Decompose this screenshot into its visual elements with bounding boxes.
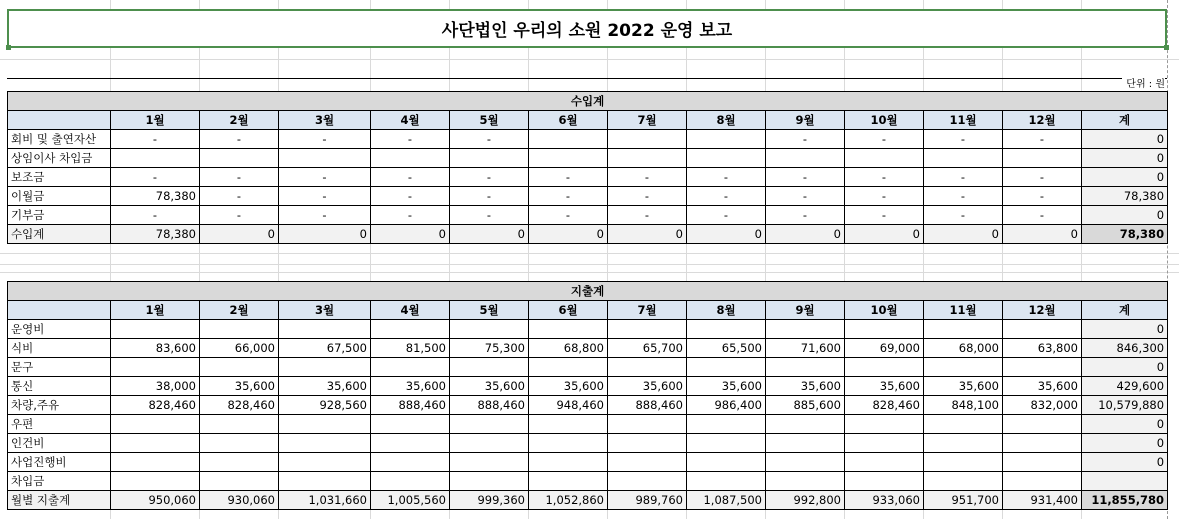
data-cell[interactable] <box>279 358 371 377</box>
data-cell[interactable] <box>279 453 371 472</box>
month-header[interactable]: 12월 <box>1003 111 1082 130</box>
data-cell[interactable]: - <box>1003 187 1082 206</box>
table-row <box>8 415 1168 434</box>
month-header[interactable]: 2월 <box>200 111 279 130</box>
month-header[interactable]: 8월 <box>687 301 766 320</box>
data-cell[interactable] <box>111 434 200 453</box>
data-cell[interactable]: - <box>529 206 608 225</box>
data-cell[interactable] <box>279 149 371 168</box>
row-total-cell[interactable]: 429,600 <box>1082 377 1168 396</box>
month-header[interactable]: 5월 <box>450 111 529 130</box>
data-cell[interactable]: - <box>111 206 200 225</box>
month-header[interactable]: 10월 <box>845 301 924 320</box>
total-header[interactable]: 계 <box>1082 301 1168 320</box>
report-title: 사단법인 우리의 소원 2022 운영 보고 <box>441 21 733 41</box>
data-cell[interactable]: 35,600 <box>279 377 371 396</box>
expense-sum-row <box>8 491 1168 510</box>
table-row <box>8 130 1168 149</box>
data-cell[interactable]: - <box>200 168 279 187</box>
row-total-cell[interactable]: 0 <box>1082 358 1168 377</box>
income-section-title[interactable]: 수입계 <box>8 92 1168 111</box>
row-label[interactable]: 우편 <box>8 415 111 434</box>
row-label[interactable]: 상임이사 차입금 <box>8 149 111 168</box>
data-cell[interactable]: - <box>845 130 924 149</box>
data-cell[interactable]: - <box>687 206 766 225</box>
data-cell[interactable]: 35,600 <box>766 377 845 396</box>
sum-cell[interactable]: 1,005,560 <box>371 491 450 510</box>
table-row <box>8 339 1168 358</box>
data-cell[interactable] <box>279 415 371 434</box>
row-total-cell[interactable]: 78,380 <box>1082 187 1168 206</box>
sum-cell[interactable]: 950,060 <box>111 491 200 510</box>
data-cell[interactable]: - <box>279 206 371 225</box>
row-label[interactable]: 차입금 <box>8 472 111 491</box>
month-header[interactable]: 1월 <box>111 301 200 320</box>
unit-label: 단위 : 원 <box>1122 78 1165 92</box>
row-label[interactable]: 식비 <box>8 339 111 358</box>
row-total-cell[interactable]: 846,300 <box>1082 339 1168 358</box>
sum-cell[interactable]: 1,087,500 <box>687 491 766 510</box>
data-cell[interactable] <box>1003 320 1082 339</box>
table-row <box>8 320 1168 339</box>
data-cell[interactable] <box>111 149 200 168</box>
data-cell[interactable]: - <box>608 187 687 206</box>
table-row <box>8 358 1168 377</box>
row-total-cell[interactable]: 0 <box>1082 149 1168 168</box>
data-cell[interactable]: 888,460 <box>371 396 450 415</box>
data-cell[interactable] <box>766 320 845 339</box>
data-cell[interactable]: 35,600 <box>687 377 766 396</box>
table-row <box>8 396 1168 415</box>
data-cell[interactable]: - <box>924 187 1003 206</box>
data-cell[interactable] <box>766 434 845 453</box>
data-cell[interactable] <box>608 453 687 472</box>
data-cell[interactable] <box>766 149 845 168</box>
data-cell[interactable] <box>371 472 450 491</box>
data-cell[interactable]: 35,600 <box>450 377 529 396</box>
sum-cell[interactable]: 933,060 <box>845 491 924 510</box>
data-cell[interactable]: - <box>111 168 200 187</box>
data-cell[interactable]: 948,460 <box>529 396 608 415</box>
sum-cell[interactable]: 78,380 <box>111 225 200 244</box>
row-total-cell[interactable] <box>1082 472 1168 491</box>
row-label[interactable]: 이월금 <box>8 187 111 206</box>
data-cell[interactable] <box>279 472 371 491</box>
total-header[interactable]: 계 <box>1082 111 1168 130</box>
data-cell[interactable] <box>529 415 608 434</box>
table-row <box>8 206 1168 225</box>
data-cell[interactable] <box>200 434 279 453</box>
data-cell[interactable] <box>845 149 924 168</box>
sum-cell[interactable]: 931,400 <box>1003 491 1082 510</box>
data-cell[interactable] <box>450 149 529 168</box>
data-cell[interactable] <box>687 320 766 339</box>
sum-cell[interactable]: 0 <box>845 225 924 244</box>
data-cell[interactable] <box>1003 472 1082 491</box>
expense-section-header <box>8 282 1168 301</box>
data-cell[interactable] <box>111 472 200 491</box>
data-cell[interactable] <box>845 415 924 434</box>
report-title-cell[interactable] <box>7 9 1167 48</box>
data-cell[interactable] <box>608 149 687 168</box>
data-cell[interactable] <box>200 472 279 491</box>
data-cell[interactable] <box>845 453 924 472</box>
sum-cell[interactable]: 951,700 <box>924 491 1003 510</box>
grand-total-cell[interactable]: 78,380 <box>1082 225 1168 244</box>
data-cell[interactable] <box>1003 149 1082 168</box>
data-cell[interactable]: - <box>371 130 450 149</box>
data-cell[interactable]: - <box>450 187 529 206</box>
data-cell[interactable] <box>450 320 529 339</box>
month-header[interactable]: 2월 <box>200 301 279 320</box>
table-row <box>8 453 1168 472</box>
sum-label[interactable]: 수입계 <box>8 225 111 244</box>
data-cell[interactable]: - <box>687 187 766 206</box>
row-total-cell[interactable]: 10,579,880 <box>1082 396 1168 415</box>
sum-cell[interactable]: 1,031,660 <box>279 491 371 510</box>
sum-label[interactable]: 월별 지출계 <box>8 491 111 510</box>
sum-cell[interactable]: 0 <box>200 225 279 244</box>
corner-cell[interactable] <box>8 111 111 130</box>
data-cell[interactable] <box>200 415 279 434</box>
data-cell[interactable]: 832,000 <box>1003 396 1082 415</box>
data-cell[interactable]: - <box>766 130 845 149</box>
table-row <box>8 149 1168 168</box>
month-header[interactable]: 11월 <box>924 111 1003 130</box>
row-total-cell[interactable]: 0 <box>1082 206 1168 225</box>
row-label[interactable]: 기부금 <box>8 206 111 225</box>
data-cell[interactable] <box>450 358 529 377</box>
data-cell[interactable]: - <box>924 130 1003 149</box>
month-header[interactable]: 7월 <box>608 301 687 320</box>
row-label[interactable]: 사업진행비 <box>8 453 111 472</box>
data-cell[interactable]: 68,000 <box>924 339 1003 358</box>
data-cell[interactable]: - <box>371 187 450 206</box>
grand-total-cell[interactable]: 11,855,780 <box>1082 491 1168 510</box>
sum-cell[interactable]: 930,060 <box>200 491 279 510</box>
sum-cell[interactable]: 0 <box>450 225 529 244</box>
data-cell[interactable]: 828,460 <box>845 396 924 415</box>
data-cell[interactable]: - <box>371 168 450 187</box>
data-cell[interactable]: 888,460 <box>608 396 687 415</box>
data-cell[interactable]: - <box>845 206 924 225</box>
data-cell[interactable] <box>766 453 845 472</box>
income-section-header <box>8 92 1168 111</box>
data-cell[interactable] <box>371 149 450 168</box>
data-cell[interactable]: 65,700 <box>608 339 687 358</box>
data-cell[interactable] <box>450 453 529 472</box>
data-cell[interactable] <box>371 453 450 472</box>
data-cell[interactable]: 885,600 <box>766 396 845 415</box>
data-cell[interactable] <box>200 320 279 339</box>
data-cell[interactable]: - <box>766 206 845 225</box>
row-total-cell[interactable]: 0 <box>1082 415 1168 434</box>
data-cell[interactable] <box>529 320 608 339</box>
data-cell[interactable] <box>766 472 845 491</box>
data-cell[interactable]: - <box>924 168 1003 187</box>
data-cell[interactable] <box>371 434 450 453</box>
data-cell[interactable] <box>766 415 845 434</box>
data-cell[interactable]: - <box>279 168 371 187</box>
data-cell[interactable]: - <box>1003 130 1082 149</box>
data-cell[interactable]: 69,000 <box>845 339 924 358</box>
data-cell[interactable]: 71,600 <box>766 339 845 358</box>
data-cell[interactable]: 81,500 <box>371 339 450 358</box>
title-underline <box>7 78 1167 79</box>
data-cell[interactable] <box>529 453 608 472</box>
row-label[interactable]: 운영비 <box>8 320 111 339</box>
data-cell[interactable] <box>200 358 279 377</box>
sum-cell[interactable]: 0 <box>924 225 1003 244</box>
data-cell[interactable]: 35,600 <box>200 377 279 396</box>
data-cell[interactable] <box>845 434 924 453</box>
expense-month-header-row <box>8 301 1168 320</box>
data-cell[interactable] <box>924 149 1003 168</box>
month-header[interactable]: 4월 <box>371 301 450 320</box>
data-cell[interactable]: - <box>450 130 529 149</box>
data-cell[interactable] <box>450 434 529 453</box>
data-cell[interactable] <box>111 358 200 377</box>
data-cell[interactable] <box>608 434 687 453</box>
data-cell[interactable] <box>687 472 766 491</box>
data-cell[interactable] <box>279 320 371 339</box>
corner-cell[interactable] <box>8 301 111 320</box>
data-cell[interactable] <box>200 149 279 168</box>
data-cell[interactable] <box>687 358 766 377</box>
month-header[interactable]: 3월 <box>279 111 371 130</box>
sum-cell[interactable]: 0 <box>687 225 766 244</box>
data-cell[interactable]: - <box>608 206 687 225</box>
data-cell[interactable]: 83,600 <box>111 339 200 358</box>
data-cell[interactable] <box>529 434 608 453</box>
data-cell[interactable]: - <box>371 206 450 225</box>
data-cell[interactable]: - <box>766 168 845 187</box>
data-cell[interactable] <box>924 415 1003 434</box>
month-header[interactable]: 6월 <box>529 111 608 130</box>
data-cell[interactable]: - <box>608 168 687 187</box>
data-cell[interactable] <box>687 453 766 472</box>
data-cell[interactable] <box>371 320 450 339</box>
data-cell[interactable]: 35,600 <box>1003 377 1082 396</box>
data-cell[interactable] <box>529 130 608 149</box>
data-cell[interactable] <box>924 434 1003 453</box>
month-header[interactable]: 10월 <box>845 111 924 130</box>
table-row <box>8 377 1168 396</box>
sum-cell[interactable]: 0 <box>1003 225 1082 244</box>
data-cell[interactable] <box>1003 434 1082 453</box>
row-label[interactable]: 문구 <box>8 358 111 377</box>
data-cell[interactable]: 928,560 <box>279 396 371 415</box>
month-header[interactable]: 5월 <box>450 301 529 320</box>
month-header[interactable]: 8월 <box>687 111 766 130</box>
row-total-cell[interactable]: 0 <box>1082 453 1168 472</box>
data-cell[interactable]: 986,400 <box>687 396 766 415</box>
data-cell[interactable]: 828,460 <box>200 396 279 415</box>
data-cell[interactable] <box>1003 453 1082 472</box>
data-cell[interactable] <box>687 130 766 149</box>
row-label[interactable]: 보조금 <box>8 168 111 187</box>
data-cell[interactable]: - <box>279 130 371 149</box>
income-month-header-row <box>8 111 1168 130</box>
sum-cell[interactable]: 0 <box>279 225 371 244</box>
row-label[interactable]: 차량,주유 <box>8 396 111 415</box>
month-header[interactable]: 7월 <box>608 111 687 130</box>
sum-cell[interactable]: 0 <box>371 225 450 244</box>
data-cell[interactable] <box>687 415 766 434</box>
data-cell[interactable]: 35,600 <box>529 377 608 396</box>
data-cell[interactable] <box>608 320 687 339</box>
row-total-cell[interactable]: 0 <box>1082 434 1168 453</box>
data-cell[interactable] <box>687 149 766 168</box>
data-cell[interactable] <box>279 434 371 453</box>
month-header[interactable]: 9월 <box>766 301 845 320</box>
sum-cell[interactable]: 999,360 <box>450 491 529 510</box>
data-cell[interactable] <box>845 320 924 339</box>
sum-cell[interactable]: 1,052,860 <box>529 491 608 510</box>
data-cell[interactable] <box>529 472 608 491</box>
data-cell[interactable] <box>111 320 200 339</box>
sum-cell[interactable]: 989,760 <box>608 491 687 510</box>
data-cell[interactable]: - <box>200 130 279 149</box>
row-total-cell[interactable]: 0 <box>1082 168 1168 187</box>
month-header[interactable]: 12월 <box>1003 301 1082 320</box>
month-header[interactable]: 3월 <box>279 301 371 320</box>
month-header[interactable]: 11월 <box>924 301 1003 320</box>
table-row <box>8 187 1168 206</box>
data-cell[interactable] <box>529 358 608 377</box>
data-cell[interactable]: 38,000 <box>111 377 200 396</box>
data-cell[interactable]: - <box>200 206 279 225</box>
selection-handle-right[interactable] <box>1164 45 1169 50</box>
sum-cell[interactable]: 0 <box>608 225 687 244</box>
data-cell[interactable]: 35,600 <box>608 377 687 396</box>
data-cell[interactable] <box>924 358 1003 377</box>
expense-table <box>7 281 1168 510</box>
data-cell[interactable] <box>608 415 687 434</box>
data-cell[interactable]: 35,600 <box>371 377 450 396</box>
data-cell[interactable]: 67,500 <box>279 339 371 358</box>
row-total-cell[interactable]: 0 <box>1082 130 1168 149</box>
table-row <box>8 434 1168 453</box>
data-cell[interactable] <box>845 472 924 491</box>
sum-cell[interactable]: 0 <box>529 225 608 244</box>
data-cell[interactable] <box>371 415 450 434</box>
row-total-cell[interactable]: 0 <box>1082 320 1168 339</box>
data-cell[interactable] <box>111 453 200 472</box>
data-cell[interactable]: - <box>687 168 766 187</box>
data-cell[interactable] <box>111 415 200 434</box>
data-cell[interactable]: - <box>200 187 279 206</box>
data-cell[interactable]: 63,800 <box>1003 339 1082 358</box>
table-row <box>8 472 1168 491</box>
data-cell[interactable] <box>450 472 529 491</box>
data-cell[interactable]: 66,000 <box>200 339 279 358</box>
data-cell[interactable] <box>766 358 845 377</box>
sum-cell[interactable]: 992,800 <box>766 491 845 510</box>
data-cell[interactable]: - <box>845 187 924 206</box>
data-cell[interactable] <box>608 130 687 149</box>
month-header[interactable]: 1월 <box>111 111 200 130</box>
data-cell[interactable] <box>371 358 450 377</box>
data-cell[interactable]: - <box>1003 206 1082 225</box>
row-label[interactable]: 통신 <box>8 377 111 396</box>
data-cell[interactable] <box>687 434 766 453</box>
data-cell[interactable]: 828,460 <box>111 396 200 415</box>
data-cell[interactable]: 35,600 <box>924 377 1003 396</box>
month-header[interactable]: 9월 <box>766 111 845 130</box>
data-cell[interactable]: - <box>1003 168 1082 187</box>
data-cell[interactable]: - <box>845 168 924 187</box>
data-cell[interactable]: - <box>529 168 608 187</box>
data-cell[interactable]: - <box>766 187 845 206</box>
data-cell[interactable]: 78,380 <box>111 187 200 206</box>
data-cell[interactable] <box>608 472 687 491</box>
data-cell[interactable] <box>924 472 1003 491</box>
data-cell[interactable] <box>200 453 279 472</box>
income-sum-row <box>8 225 1168 244</box>
data-cell[interactable]: - <box>111 130 200 149</box>
data-cell[interactable]: - <box>450 168 529 187</box>
row-label[interactable]: 회비 및 출연자산 <box>8 130 111 149</box>
month-header[interactable]: 4월 <box>371 111 450 130</box>
expense-section-title[interactable]: 지출계 <box>8 282 1168 301</box>
data-cell[interactable] <box>608 358 687 377</box>
data-cell[interactable]: 75,300 <box>450 339 529 358</box>
data-cell[interactable] <box>1003 415 1082 434</box>
data-cell[interactable] <box>529 149 608 168</box>
data-cell[interactable] <box>1003 358 1082 377</box>
sum-cell[interactable]: 0 <box>766 225 845 244</box>
table-row <box>8 168 1168 187</box>
row-label[interactable]: 인건비 <box>8 434 111 453</box>
data-cell[interactable]: 65,500 <box>687 339 766 358</box>
income-table <box>7 91 1168 244</box>
data-cell[interactable] <box>845 358 924 377</box>
selection-handle-left[interactable] <box>6 45 11 50</box>
data-cell[interactable] <box>924 320 1003 339</box>
data-cell[interactable] <box>450 415 529 434</box>
data-cell[interactable]: 888,460 <box>450 396 529 415</box>
data-cell[interactable]: - <box>924 206 1003 225</box>
data-cell[interactable]: - <box>529 187 608 206</box>
data-cell[interactable]: 35,600 <box>845 377 924 396</box>
data-cell[interactable] <box>924 453 1003 472</box>
month-header[interactable]: 6월 <box>529 301 608 320</box>
data-cell[interactable]: 848,100 <box>924 396 1003 415</box>
data-cell[interactable]: - <box>279 187 371 206</box>
data-cell[interactable]: 68,800 <box>529 339 608 358</box>
data-cell[interactable]: - <box>450 206 529 225</box>
